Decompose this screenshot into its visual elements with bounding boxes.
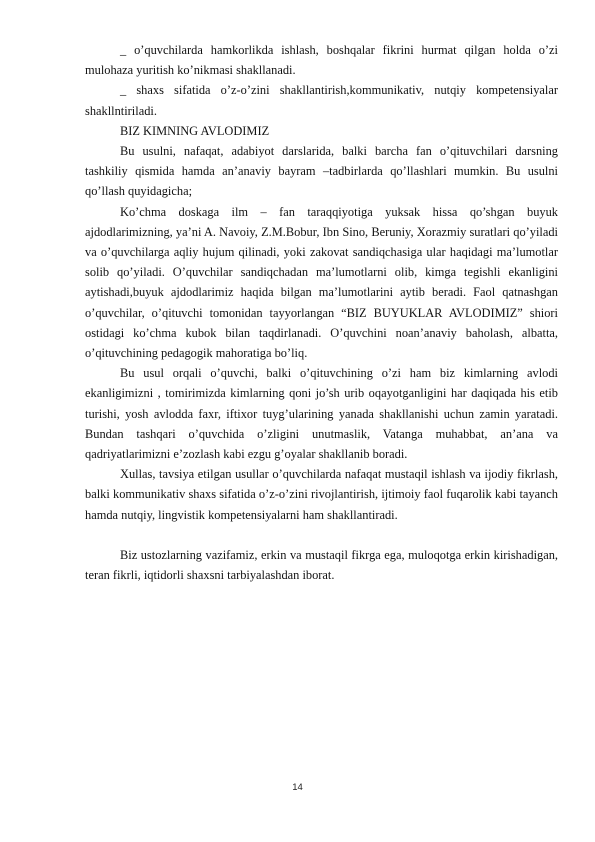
paragraph-method-usage: Bu usulni, nafaqat, adabiyot darslarida, balki barcha fan o’qituvchilari darsning tashkiliy qismida hamda an’anaviy bayram –tadbirlarda qo’llashlari mumkin. Bu usulni qo’llash quyidagicha; xyxy=(85,144,558,199)
page-number: 14 xyxy=(292,782,303,793)
paragraph-method-description: Ko’chma doskaga ilm – fan taraqqiyotiga yuksak hissa qo’shgan buyuk ajdodlarimizning, ya’ni A. Navoiy, Z.M.Bobur, Ibn Sino, Beruniy, Xorazmiy suratlari qo’yiladi va o’quvchilarga aqliy hujum qilinadi, yoki zakovat sandiqchasiga ular haqidagi ma’lumotlar solib qo’yiladi. O’quvchilar sandiqchadan ma’lumotlarni olib, kimga tegishli ekanligini aytishadi,buyuk ajdodlarimiz haqida bilgan ma’lumotlarini aytib beradi. Faol qatnashgan o’quvchilar, o’qituvchi tomonidan tayyorlangan “BIZ BUYUKLAR AVLODIMIZ” shiori ostidagi ko’chma kubok bilan taqdirlanadi. O’quvchini noan’anaviy baholash, albatta, o’qituvchining pedagogik mahoratiga bo’liq. xyxy=(85,204,558,361)
paragraph-gap xyxy=(85,525,558,545)
paragraph-conclusion: Xullas, tavsiya etilgan usullar o’quvchilarda nafaqat mustaqil ishlash va ijodiy fikrlash, balki kommunikativ shaxs sifatida o’z-o’zini rivojlantirish, ijtimoiy faol fuqarolik kabi tayanch hamda nutqiy, lingvistik kompetensiyalarni ham shakllantiradi. xyxy=(85,467,558,522)
paragraph-cooperation: _ o’quvchilarda hamkorlikda ishlash, boshqalar fikrini hurmat qilgan holda o’zi mulohaza yuritish ko’nikmasi shakllanadi. xyxy=(85,43,558,78)
paragraph-method-benefits: Bu usul orqali o’quvchi, balki o’qituvchining o’zi ham biz kimlarning avlodi ekanligimizni , tomirimizda kimlarning qoni jo’sh urib oqayotganligini har daqiqada his etib turishi, yosh avlodda faxr, iftixor tuyg’ularining yanada shakllanishi uchun zamin yaratadi. Bundan tashqari o’quvchida o’zligini unutmaslik, Vatanga muhabbat, an’ana va qadriyatlarimizni e’zozlash kabi ezgu g’oyalar shakllanib boradi. xyxy=(85,366,558,462)
section-heading: BIZ KIMNING AVLODIMIZ xyxy=(120,123,270,138)
paragraph-closing: Biz ustozlarning vazifamiz, erkin va mustaqil fikrga ega, muloqotga erkin kirishadigan, teran fikrli, iqtidorli shaxsni tarbiyalashdan iborat. xyxy=(85,547,558,583)
paragraph-competencies: _ shaxs sifatida o’z-o’zini shakllantirish,kommunikativ, nutqiy kompetensiyalar shakllntiriladi. xyxy=(85,83,558,118)
